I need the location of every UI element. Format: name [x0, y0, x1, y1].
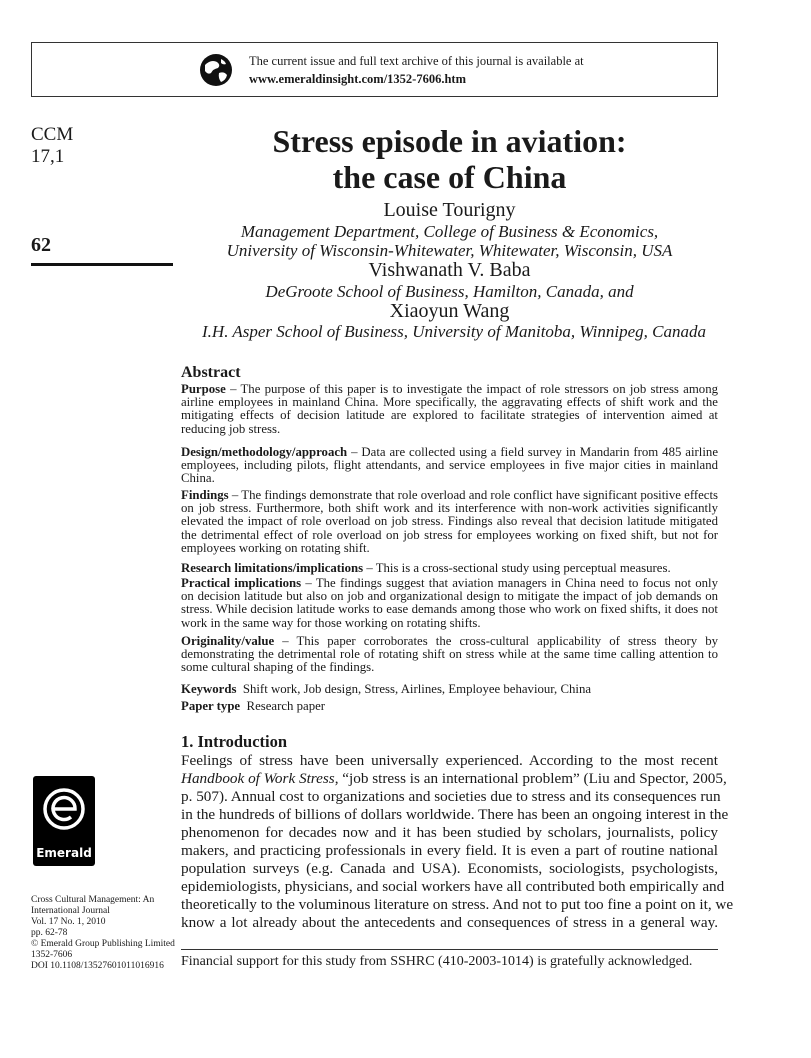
author-name: Xiaoyun Wang [389, 300, 510, 322]
author-affiliation: Management Department, College of Business & Economics, [240, 222, 659, 241]
emerald-wordmark: Emerald [36, 846, 92, 860]
footnote-rule [181, 949, 718, 950]
keywords-label: Keywords [181, 682, 237, 696]
volume-info: Vol. 17 No. 1, 2010 [31, 917, 106, 927]
abstract-text: – This paper corroborates the cross-cultural applicability of stress theory by demonstrating the detrimental role of rotating shift on stress while at the same time calling attention to some cultural shaping of the findings. [181, 634, 718, 675]
journal-url-link[interactable]: www.emeraldinsight.com/1352-7606.htm [249, 72, 466, 86]
notice-text: The current issue and full text archive of this journal is available at [249, 54, 584, 68]
paper-type [181, 699, 325, 714]
abstract-text: – The findings demonstrate that role overload and role conflict have significant positive effects on job stress. Furthermore, both shift work and its interference with non-work activities significantly elevated the impact of role overload on job stress. Findings also reveal that decision latitude mitigated the detrimental effect of role overload on job stress for employees working on fixed shift, but not for employees working on rotating shift. [181, 488, 719, 555]
emerald-e-icon [33, 776, 95, 838]
body-text-line: Handbook of Work Stress, “job stress is an international problem” (Liu and Spector, 2005, [181, 770, 727, 787]
journal-notice-box [31, 42, 718, 97]
paper-title-line-2: the case of China [332, 159, 567, 195]
abstract-text: – The findings suggest that aviation managers in China need to focus not only on decision latitude but also on job and organizational design to mitigate the impact of job demands on stress. While decision latitude works to ease demands among those who work on fixed shifts, it does not work in the same way for those working on rotating shifts. [181, 576, 719, 630]
body-text-line: theoretically to the voluminous literature on stress. And not to put too fine a point on it, we [181, 896, 734, 913]
abstract-practical [181, 577, 718, 630]
footnote: Financial support for this study from SSHRC (410-2003-1014) is gratefully acknowledged. [181, 954, 693, 969]
doi: DOI 10.1108/13527601011016916 [31, 961, 164, 971]
abstract-text: – This is a cross-sectional study using perceptual measures. [366, 561, 671, 575]
abstract-label: Design/methodology/approach [181, 445, 348, 459]
abstract-heading: Abstract [181, 364, 241, 381]
paper-title-line-1: Stress episode in aviation: [272, 123, 627, 159]
page-number: 62 [31, 234, 51, 256]
section-heading: 1. Introduction [181, 732, 288, 751]
paper-type-label: Paper type [181, 699, 241, 713]
abstract-label: Research limitations/implications [181, 561, 364, 575]
body-text-line: population surveys (e.g. Canada and USA). Economists, sociologists, psychologists, [181, 860, 718, 877]
journal-abbreviation: CCM [31, 124, 74, 145]
issn: 1352-7606 [31, 950, 73, 960]
body-text-line: phenomenon for decades now and it has been studied by scholars, journalists, policy [181, 824, 718, 841]
abstract-label: Purpose [181, 382, 226, 396]
abstract-label: Originality/value [181, 634, 275, 648]
keywords [181, 682, 591, 697]
journal-name: Cross Cultural Management: An [31, 895, 155, 905]
abstract-findings [181, 489, 718, 555]
body-text-line: makers, and practicing professionals in every field. It is even a part of routine national [181, 842, 718, 859]
abstract-originality [181, 635, 718, 675]
body-text-line: Feelings of stress have been universally experienced. According to the most recent [181, 752, 718, 769]
author-name: Vishwanath V. Baba [368, 259, 531, 281]
body-text-line: know a lot already about the antecedents and consequences of stress in a general way. [181, 914, 718, 931]
abstract-text: – Data are collected using a field survey in Mandarin from 485 airline employees, including pilots, flight attendants, and service employees in five major cities in mainland China. [181, 445, 718, 486]
body-text-line: epidemiologists, physicians, and social workers have all contributed both empirically and [181, 878, 725, 895]
abstract-label: Practical implications [181, 576, 302, 590]
keywords-text: Shift work, Job design, Stress, Airlines, Employee behaviour, China [242, 682, 592, 696]
emerald-globe-icon [199, 53, 233, 87]
author-affiliation: I.H. Asper School of Business, University of Manitoba, Winnipeg, Canada [202, 322, 706, 341]
copyright: © Emerald Group Publishing Limited [31, 939, 175, 949]
body-text-line: in the hundreds of billions of dollars worldwide. There has been an ongoing interest in the [181, 806, 729, 823]
abstract-label: Findings [181, 488, 229, 502]
abstract-limitations [181, 562, 718, 575]
abstract-purpose [181, 383, 718, 436]
author-name: Louise Tourigny [383, 199, 516, 221]
abstract-design [181, 446, 718, 486]
paper-type-text: Research paper [246, 699, 326, 713]
author-affiliation: DeGroote School of Business, Hamilton, Canada, and [265, 282, 634, 301]
journal-volume: 17,1 [31, 146, 65, 167]
page-range: pp. 62-78 [31, 928, 68, 938]
journal-name: International Journal [31, 906, 110, 916]
body-text-line: p. 507). Annual cost to organizations and societies due to stress and its consequences run [181, 788, 721, 805]
margin-rule [31, 263, 173, 266]
author-affiliation: University of Wisconsin-Whitewater, Whitewater, Wisconsin, USA [226, 241, 673, 260]
abstract-text: – The purpose of this paper is to investigate the impact of role stressors on job stress among airline employees in mainland China. More specifically, the aggravating effects of shift work and the mitigating effects of decision latitude are explored to facilitate strategies of intervention aimed at reducing job stress. [181, 382, 718, 436]
